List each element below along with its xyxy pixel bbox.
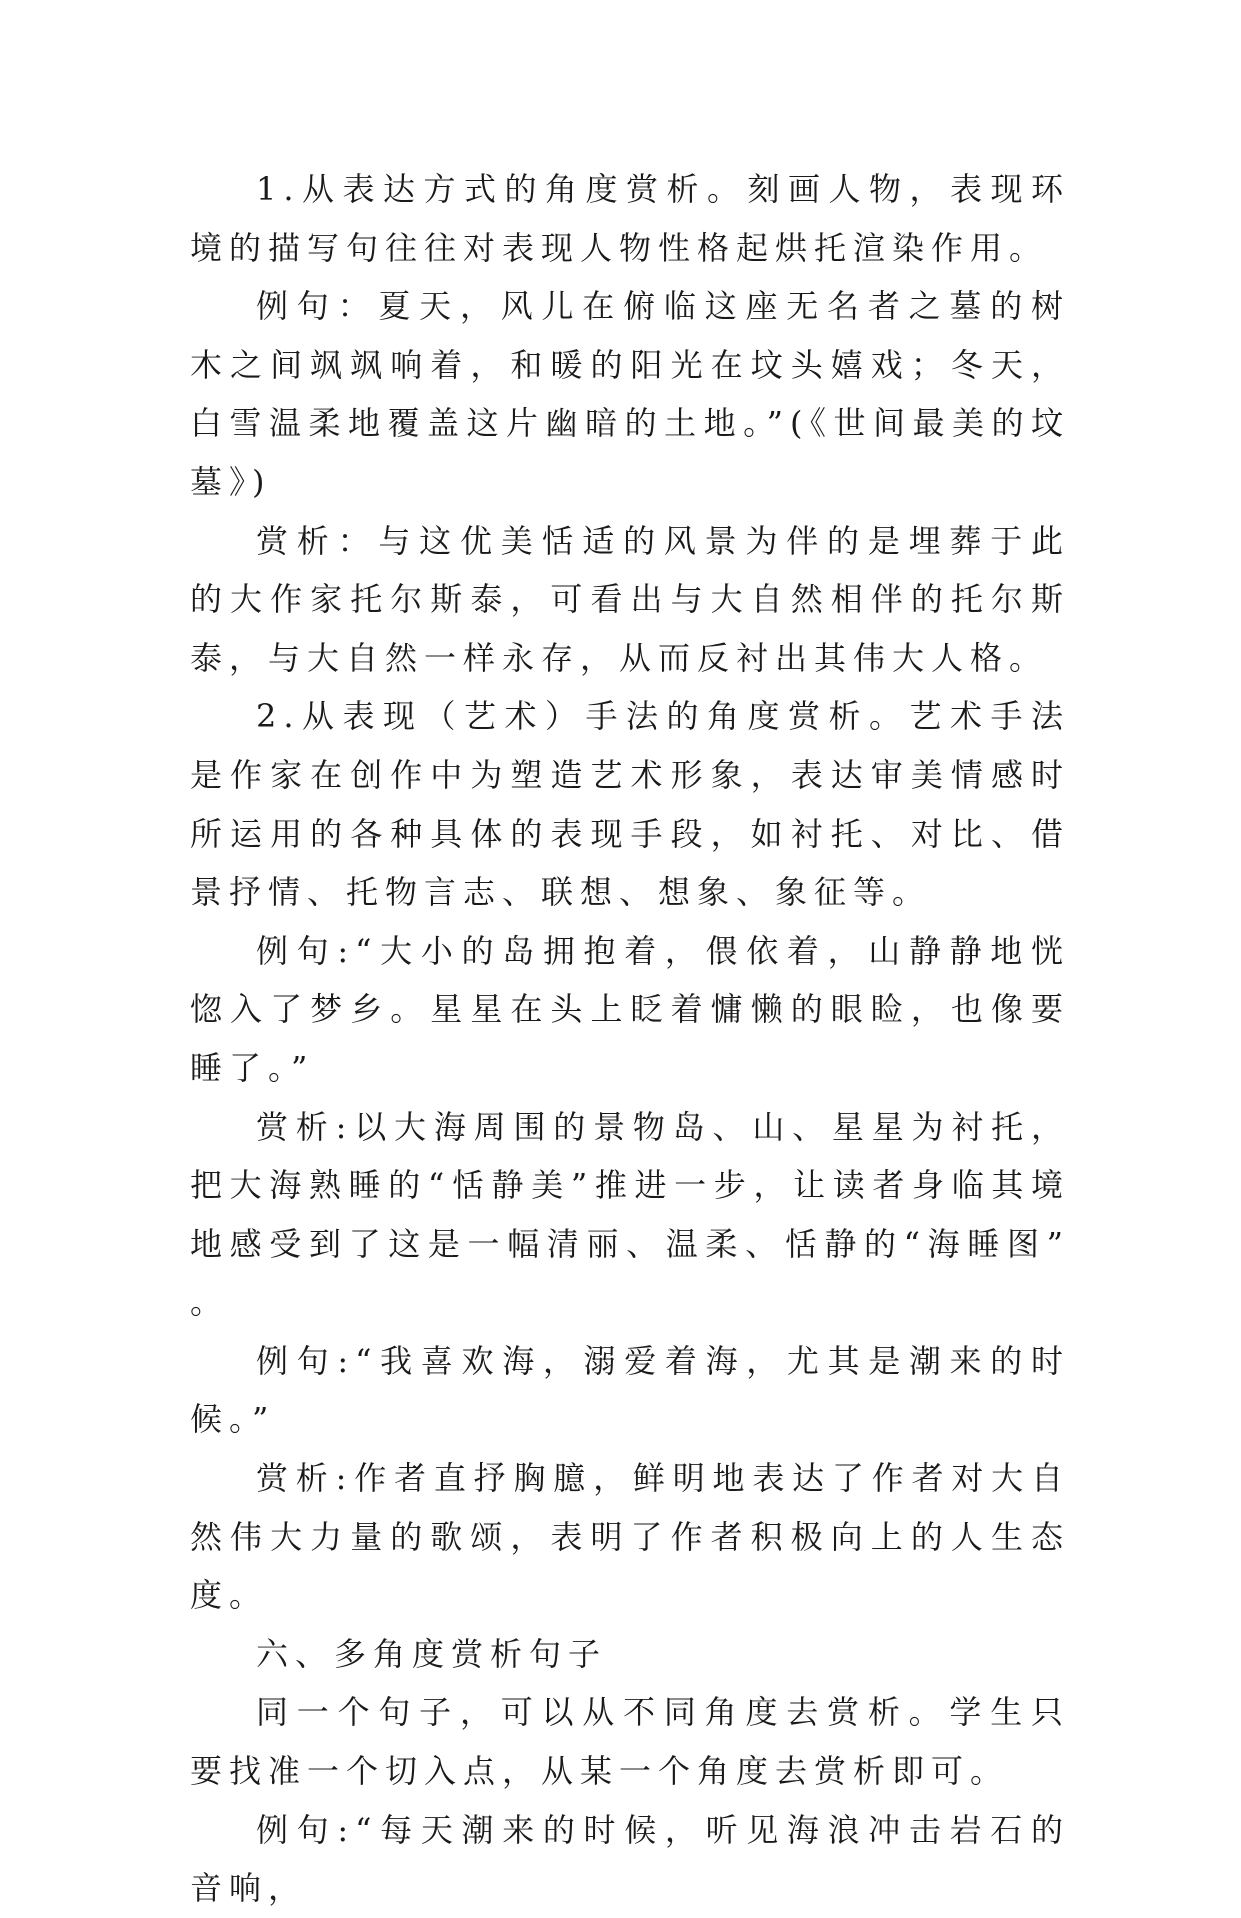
paragraph-example-tide: 例句:“每天潮来的时候，听见海浪冲击岩石的音响， bbox=[190, 1810, 1070, 1908]
paragraph-example-love-sea: 例句:“我喜欢海，溺爱着海，尤其是潮来的时候。” bbox=[190, 1341, 1070, 1439]
paragraph-example-tomb: 例句：夏天，风儿在俯临这座无名者之墓的树木之间飒飒响着，和暖的阳光在坟头嬉戏；冬天，白雪温柔地覆盖这片幽暗的土地。”(《世间最美的坟墓》) bbox=[190, 287, 1070, 501]
paragraph-example-islands: 例句:“大小的岛拥抱着，偎依着，山静静地恍惚入了梦乡。星星在头上眨着慵懒的眼睑，也像要睡了。” bbox=[190, 931, 1070, 1087]
paragraph-analysis-sea-sleep: 赏析:以大海周围的景物岛、山、星星为衬托，把大海熟睡的“恬静美”推进一步，让读者身临其境地感受到了这是一幅清丽、温柔、恬静的“海睡图”。 bbox=[190, 1107, 1070, 1322]
paragraph-analysis-tolstoy: 赏析：与这优美恬适的风景为伴的是埋葬于此的大作家托尔斯泰，可看出与大自然相伴的托尔斯泰，与大自然一样永存，从而反衬出其伟大人格。 bbox=[190, 521, 1070, 677]
paragraph-artistic-technique: 2.从表现（艺术）手法的角度赏析。艺术手法是作家在创作中为塑造艺术形象，表达审美情感时所运用的各种具体的表现手段，如衬托、对比、借景抒情、托物言志、联想、想象、象征等。 bbox=[190, 697, 1070, 912]
document-body bbox=[190, 160, 1070, 1918]
section-heading-multi-angle: 六、多角度赏析句子 bbox=[256, 1634, 608, 1673]
paragraph-expression-method: 1.从表达方式的角度赏析。刻画人物，表现环境的描写句往往对表现人物性格起烘托渲染作用。 bbox=[190, 170, 1070, 267]
paragraph-analysis-direct-expression: 赏析:作者直抒胸臆，鲜明地表达了作者对大自然伟大力量的歌颂，表明了作者积极向上的人生态度。 bbox=[190, 1459, 1070, 1615]
paragraph-multi-angle-intro: 同一个句子，可以从不同角度去赏析。学生只要找准一个切入点，从某一个角度去赏析即可。 bbox=[190, 1693, 1070, 1791]
